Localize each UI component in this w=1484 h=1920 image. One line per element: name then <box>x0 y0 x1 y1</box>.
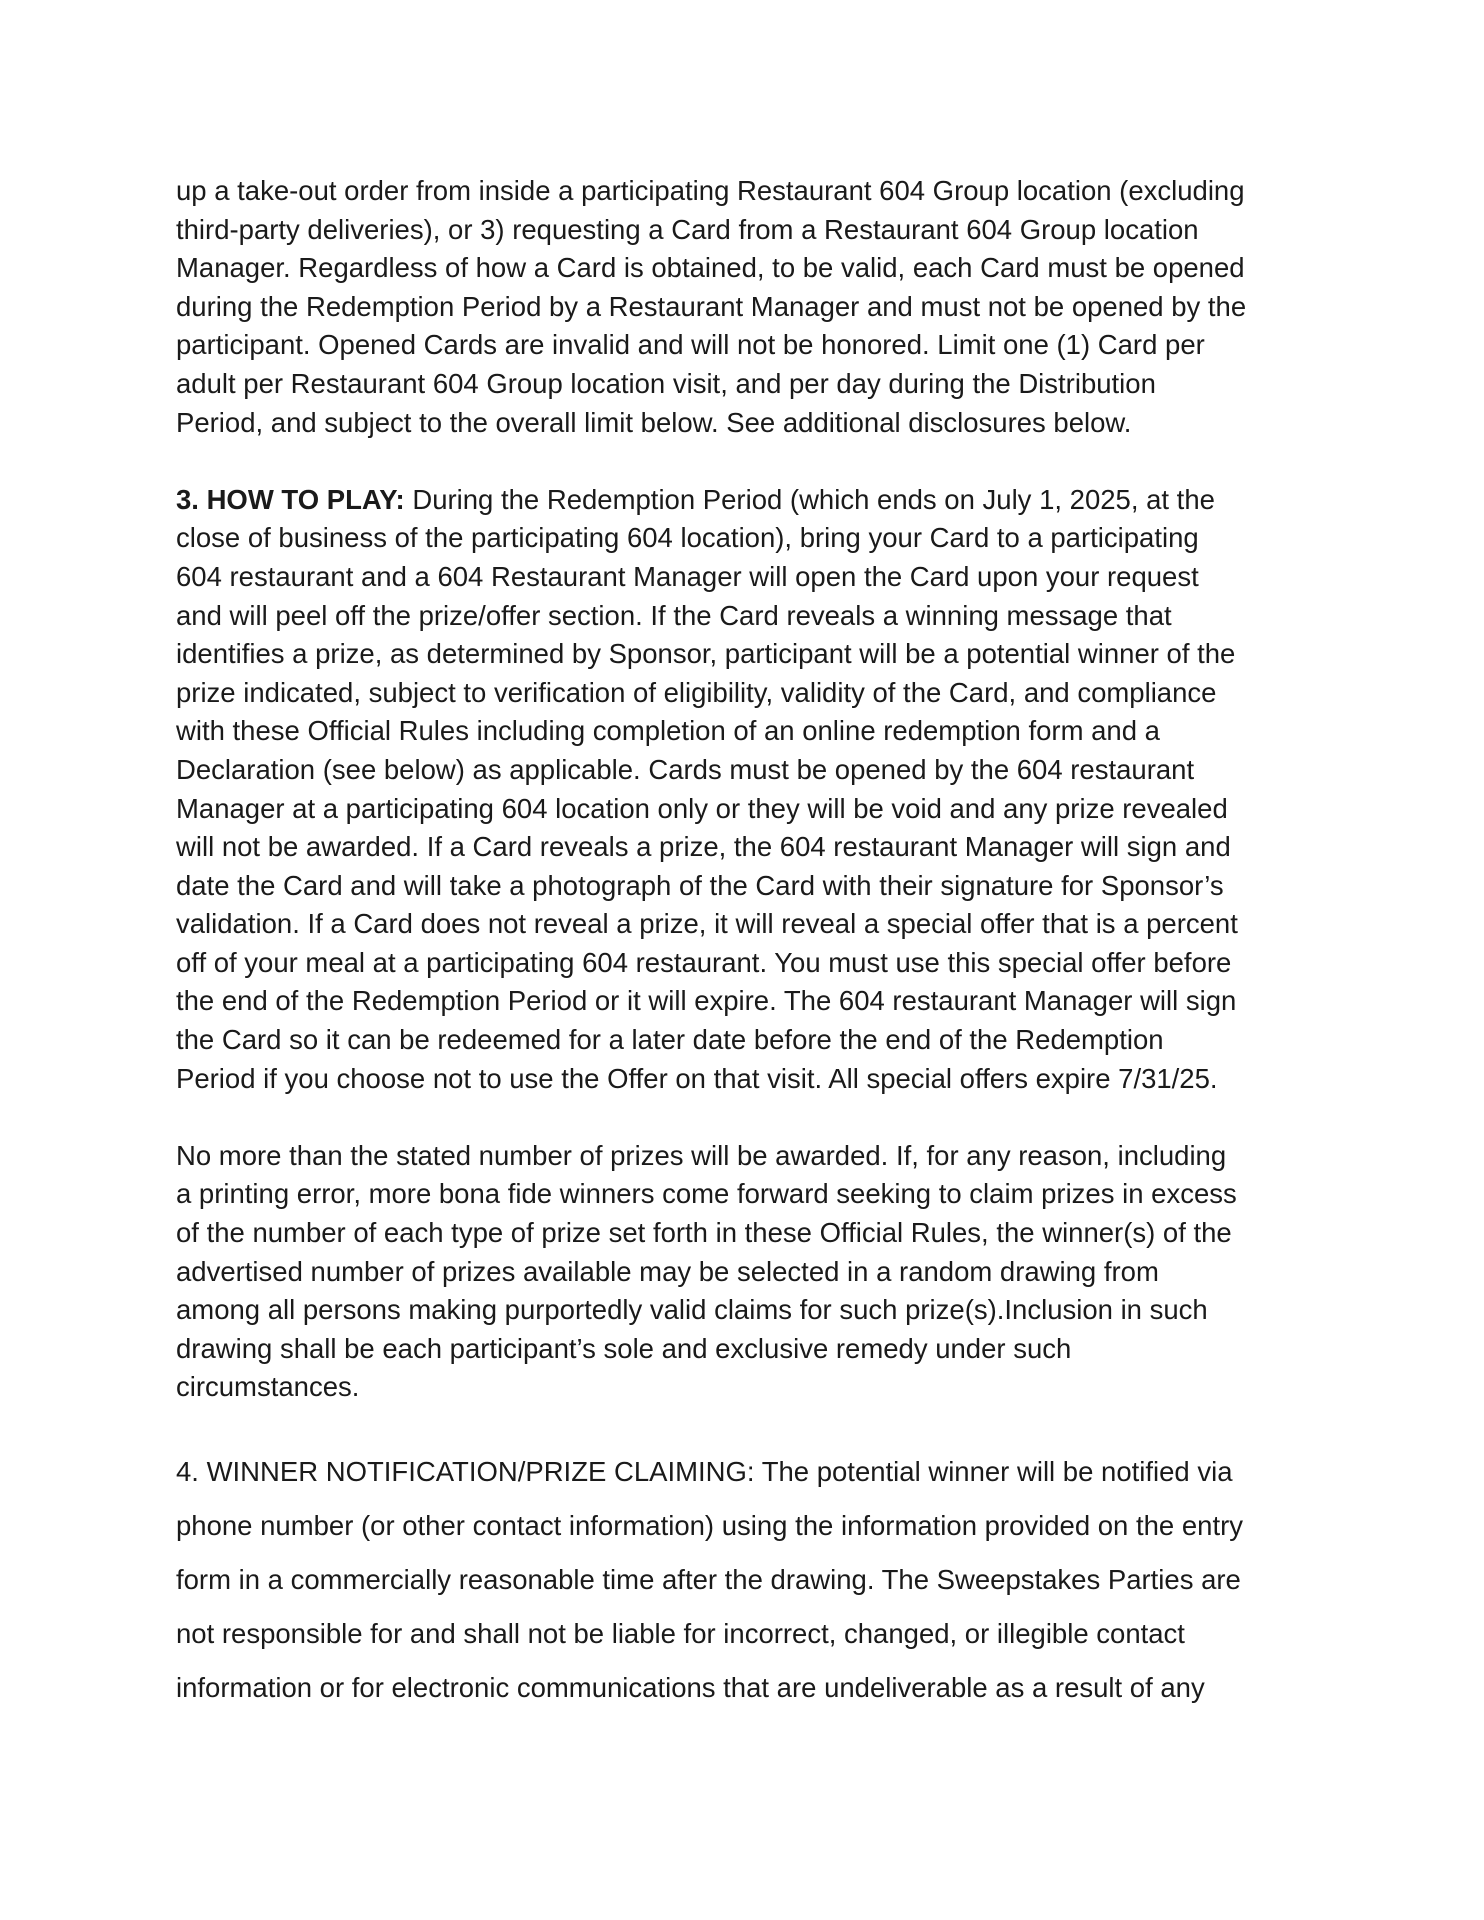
text-line: third-party deliveries), or 3) requesting a Card from a Restaurant 604 Group location <box>176 213 1199 245</box>
text-line: up a take-out order from inside a participating Restaurant 604 Group location (excluding <box>176 175 1245 206</box>
text-line: participant. Opened Cards are invalid and will not be honored. Limit one (1) Card per <box>176 329 1205 361</box>
text-line: Manager at a participating 604 location only or they will be void and any prize revealed <box>176 792 1228 824</box>
text-line: circumstances. <box>176 1371 360 1403</box>
text-line: a printing error, more bona fide winners come forward seeking to claim prizes in excess <box>176 1178 1237 1210</box>
text-line: with these Official Rules including completion of an online redemption form and a <box>176 715 1160 747</box>
paragraph-winner-notification <box>176 1445 1316 1715</box>
section-heading-how-to-play: 3. HOW TO PLAY: <box>176 483 405 515</box>
text-line: phone number (or other contact information) using the information provided on the entry <box>176 1510 1243 1541</box>
text-line: No more than the stated number of prizes will be awarded. If, for any reason, including <box>176 1139 1227 1171</box>
paragraph-prize-limit <box>176 1137 1316 1407</box>
text-line <box>176 481 1316 520</box>
text-line: not responsible for and shall not be liable for incorrect, changed, or illegible contact <box>176 1618 1185 1649</box>
text-line: adult per Restaurant 604 Group location visit, and per day during the Distribution <box>176 367 1156 399</box>
text-line: will not be awarded. If a Card reveals a prize, the 604 restaurant Manager will sign and <box>176 831 1231 863</box>
text-line: of the number of each type of prize set forth in these Official Rules, the winner(s) of the <box>176 1217 1232 1249</box>
text-line: off of your meal at a participating 604 restaurant. You must use this special offer before <box>176 946 1232 978</box>
paragraph-card-distribution <box>176 172 1316 442</box>
text-line: during the Redemption Period by a Restaurant Manager and must not be opened by the <box>176 290 1247 322</box>
text-line: identifies a prize, as determined by Sponsor, participant will be a potential winner of the <box>176 638 1236 670</box>
text-line: 604 restaurant and a 604 Restaurant Manager will open the Card upon your request <box>176 560 1199 592</box>
text-line: Period, and subject to the overall limit below. See additional disclosures below. <box>176 406 1132 438</box>
text-line: and will peel off the prize/offer section. If the Card reveals a winning message that <box>176 599 1172 631</box>
text-line: Manager. Regardless of how a Card is obtained, to be valid, each Card must be opened <box>176 252 1245 284</box>
text-line: information or for electronic communications that are undeliverable as a result of any <box>176 1672 1205 1703</box>
document-page <box>176 172 1316 1715</box>
text-line: the Card so it can be redeemed for a later date before the end of the Redemption <box>176 1024 1164 1056</box>
paragraph-how-to-play <box>176 481 1316 1099</box>
text-line: advertised number of prizes available may be selected in a random drawing from <box>176 1255 1159 1287</box>
text-line: validation. If a Card does not reveal a prize, it will reveal a special offer that is a percent <box>176 908 1238 940</box>
text-line: 4. WINNER NOTIFICATION/PRIZE CLAIMING: The potential winner will be notified via <box>176 1456 1233 1487</box>
text-line: Declaration (see below) as applicable. Cards must be opened by the 604 restaurant <box>176 753 1195 785</box>
text-line: prize indicated, subject to verification of eligibility, validity of the Card, and compliance <box>176 676 1217 708</box>
text-line: drawing shall be each participant’s sole and exclusive remedy under such <box>176 1332 1072 1364</box>
text-line: the end of the Redemption Period or it will expire. The 604 restaurant Manager will sign <box>176 985 1237 1017</box>
text-line: date the Card and will take a photograph of the Card with their signature for Sponsor’s <box>176 869 1224 901</box>
text-line: close of business of the participating 604 location), bring your Card to a participating <box>176 522 1199 554</box>
text-line: Period if you choose not to use the Offer on that visit. All special offers expire 7/31/25. <box>176 1062 1218 1094</box>
text-line: form in a commercially reasonable time after the drawing. The Sweepstakes Parties are <box>176 1564 1241 1595</box>
heading-line-rest: During the Redemption Period (which ends on July 1, 2025, at the <box>404 483 1215 515</box>
text-line: among all persons making purportedly valid claims for such prize(s).Inclusion in such <box>176 1294 1208 1326</box>
